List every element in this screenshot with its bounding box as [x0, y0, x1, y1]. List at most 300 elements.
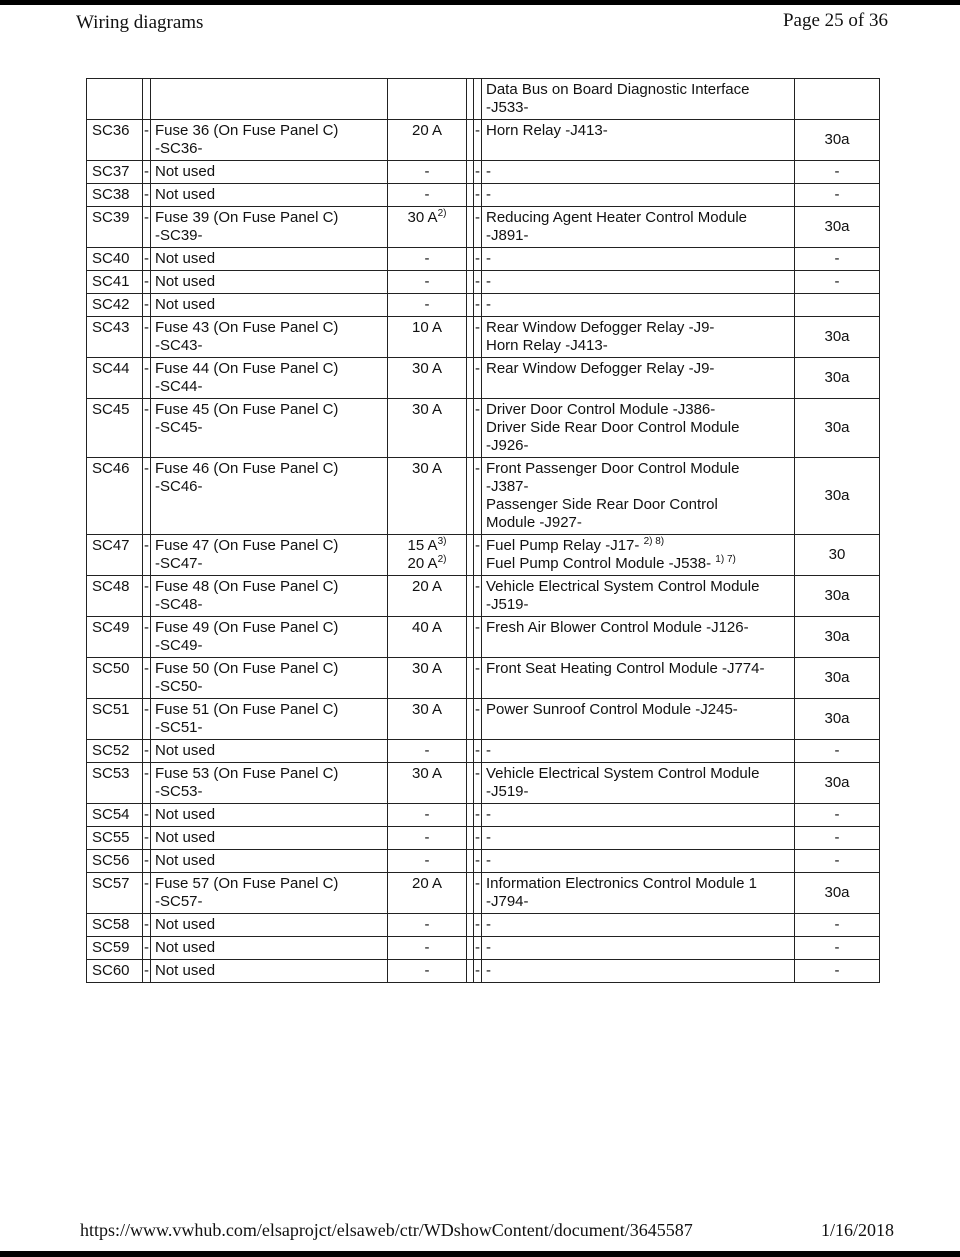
amperage-text: - [424, 296, 430, 313]
fuse-id-cell: SC48 [87, 576, 143, 617]
component-line: Front Passenger Door Control Module [486, 460, 740, 477]
amperage-value [392, 460, 462, 478]
amperage-text: 30 A [411, 701, 443, 718]
dash-cell: - [143, 535, 151, 576]
fuse-id-cell: SC51 [87, 699, 143, 740]
dash-cell: - [143, 271, 151, 294]
terminal-cell: 30a [795, 358, 880, 399]
amperage-text: - [424, 962, 430, 979]
fuse-description-line: Fuse 51 (On Fuse Panel C) [155, 701, 339, 718]
amperage-cell [388, 184, 467, 207]
amperage-value [392, 319, 462, 337]
table-row [87, 248, 880, 271]
dash-cell: - [474, 271, 482, 294]
component-cell [482, 120, 795, 161]
dash-cell: - [474, 458, 482, 535]
amperage-value [392, 619, 462, 637]
amperage-text: - [424, 742, 430, 759]
fuse-description-line: -SC48- [155, 596, 203, 613]
divider-cell [467, 271, 474, 294]
component-cell [482, 914, 795, 937]
amperage-value [392, 806, 462, 824]
fuse-description-line: Fuse 46 (On Fuse Panel C) [155, 460, 339, 477]
fuse-description-line: -SC36- [155, 140, 203, 157]
fuse-description-line: -SC39- [155, 227, 203, 244]
page-title: Wiring diagrams [76, 12, 204, 33]
dash-cell: - [143, 458, 151, 535]
component-cell [482, 161, 795, 184]
footnote-marker: 1) 7) [715, 554, 736, 565]
dash-cell: - [474, 804, 482, 827]
component-line: Reducing Agent Heater Control Module [486, 209, 747, 226]
component-line: - [486, 916, 491, 933]
amperage-value [392, 578, 462, 596]
component-cell [482, 271, 795, 294]
dash-cell: - [143, 914, 151, 937]
component-line: - [486, 186, 491, 203]
dash-cell: - [474, 850, 482, 873]
component-line: - [486, 962, 491, 979]
fuse-description-cell [151, 576, 388, 617]
dash-cell [143, 79, 151, 120]
terminal-cell: 30a [795, 617, 880, 658]
terminal-cell: 30a [795, 399, 880, 458]
fuse-description-cell [151, 960, 388, 983]
fuse-description-line: Fuse 50 (On Fuse Panel C) [155, 660, 339, 677]
dash-cell: - [143, 804, 151, 827]
component-cell [482, 740, 795, 763]
amperage-value [392, 962, 462, 980]
table-row [87, 763, 880, 804]
divider-cell [467, 294, 474, 317]
fuse-description-line: Not used [155, 829, 216, 846]
footer-url[interactable]: https://www.vwhub.com/elsaprojct/elsaweb/ctr/WDshowContent/document/3645587 [80, 1220, 693, 1240]
terminal-cell: - [795, 184, 880, 207]
fuse-table-container [86, 78, 880, 983]
amperage-cell [388, 161, 467, 184]
table-row [87, 576, 880, 617]
component-line [486, 537, 790, 555]
component-line: -J519- [486, 783, 529, 800]
fuse-id-cell: SC40 [87, 248, 143, 271]
bottom-border [0, 1251, 960, 1257]
footnote-marker: 2) [437, 208, 447, 219]
component-cell [482, 658, 795, 699]
fuse-id-cell: SC37 [87, 161, 143, 184]
divider-cell [467, 120, 474, 161]
fuse-description-line: Fuse 49 (On Fuse Panel C) [155, 619, 339, 636]
table-row [87, 535, 880, 576]
fuse-description-cell [151, 658, 388, 699]
terminal-cell: - [795, 271, 880, 294]
terminal-cell: - [795, 827, 880, 850]
fuse-id-cell: SC39 [87, 207, 143, 248]
fuse-description-line: Not used [155, 806, 216, 823]
divider-cell [467, 740, 474, 763]
component-cell [482, 763, 795, 804]
component-line: - [486, 163, 491, 180]
table-row [87, 184, 880, 207]
fuse-description-line: -SC57- [155, 893, 203, 910]
component-line: -J891- [486, 227, 529, 244]
amperage-cell [388, 960, 467, 983]
amperage-text: - [424, 163, 430, 180]
table-row [87, 850, 880, 873]
amperage-value [392, 273, 462, 291]
fuse-description-cell [151, 804, 388, 827]
fuse-description-cell [151, 317, 388, 358]
component-line: - [486, 939, 491, 956]
dash-cell: - [474, 317, 482, 358]
terminal-cell [795, 79, 880, 120]
dash-cell: - [143, 960, 151, 983]
dash-cell: - [143, 317, 151, 358]
fuse-table-body [87, 79, 880, 983]
divider-cell [467, 535, 474, 576]
component-cell [482, 399, 795, 458]
terminal-cell: 30a [795, 873, 880, 914]
component-cell [482, 207, 795, 248]
dash-cell: - [474, 617, 482, 658]
dash-cell: - [474, 699, 482, 740]
amperage-cell [388, 617, 467, 658]
amperage-value [392, 163, 462, 181]
fuse-description-cell [151, 248, 388, 271]
amperage-text: - [424, 250, 430, 267]
component-cell [482, 699, 795, 740]
amperage-text: - [424, 829, 430, 846]
dash-cell: - [143, 248, 151, 271]
terminal-cell: 30a [795, 317, 880, 358]
fuse-description-line: Fuse 47 (On Fuse Panel C) [155, 537, 339, 554]
component-cell [482, 184, 795, 207]
amperage-cell [388, 658, 467, 699]
component-line: -J794- [486, 893, 529, 910]
fuse-description-line: Fuse 39 (On Fuse Panel C) [155, 209, 339, 226]
table-row [87, 358, 880, 399]
component-line: Rear Window Defogger Relay -J9- [486, 319, 715, 336]
dash-cell: - [474, 535, 482, 576]
component-line: Driver Door Control Module -J386- [486, 401, 716, 418]
amperage-text: 30 A [411, 660, 443, 677]
divider-cell [467, 399, 474, 458]
dash-cell: - [474, 399, 482, 458]
fuse-id-cell: SC56 [87, 850, 143, 873]
fuse-id-cell: SC46 [87, 458, 143, 535]
fuse-description-line: Fuse 45 (On Fuse Panel C) [155, 401, 339, 418]
amperage-text: - [424, 852, 430, 869]
fuse-description-cell [151, 873, 388, 914]
table-row [87, 804, 880, 827]
fuse-description-line: Not used [155, 916, 216, 933]
table-row [87, 79, 880, 120]
fuse-description-line: Fuse 53 (On Fuse Panel C) [155, 765, 339, 782]
divider-cell [467, 161, 474, 184]
amperage-value [392, 555, 462, 573]
table-row [87, 740, 880, 763]
table-row [87, 914, 880, 937]
fuse-id-cell: SC42 [87, 294, 143, 317]
amperage-value [392, 360, 462, 378]
divider-cell [467, 804, 474, 827]
component-text: Fuel Pump Relay -J17- [486, 537, 644, 554]
component-line: -J387- [486, 478, 529, 495]
component-line: Rear Window Defogger Relay -J9- [486, 360, 715, 377]
footnote-marker: 3) [437, 536, 447, 547]
fuse-id-cell: SC60 [87, 960, 143, 983]
terminal-cell: 30a [795, 658, 880, 699]
fuse-description-cell [151, 458, 388, 535]
dash-cell: - [474, 914, 482, 937]
amperage-value [392, 916, 462, 934]
fuse-id-cell: SC57 [87, 873, 143, 914]
dash-cell: - [143, 207, 151, 248]
table-row [87, 120, 880, 161]
amperage-value [392, 829, 462, 847]
amperage-text: 30 A [411, 765, 443, 782]
fuse-description-line: -SC46- [155, 478, 203, 495]
dash-cell: - [143, 740, 151, 763]
amperage-cell [388, 827, 467, 850]
divider-cell [467, 576, 474, 617]
fuse-description-line: -SC45- [155, 419, 203, 436]
component-line: -J926- [486, 437, 529, 454]
amperage-value [392, 660, 462, 678]
dash-cell: - [143, 937, 151, 960]
fuse-description-cell [151, 79, 388, 120]
fuse-description-cell [151, 827, 388, 850]
fuse-description-line: -SC49- [155, 637, 203, 654]
terminal-cell: - [795, 937, 880, 960]
amperage-text: - [424, 186, 430, 203]
terminal-cell: 30 [795, 535, 880, 576]
dash-cell: - [474, 960, 482, 983]
component-line: Passenger Side Rear Door Control [486, 496, 718, 513]
fuse-id-cell: SC44 [87, 358, 143, 399]
divider-cell [467, 358, 474, 399]
fuse-description-line: Not used [155, 163, 216, 180]
fuse-id-cell: SC45 [87, 399, 143, 458]
amperage-value [392, 537, 462, 555]
component-line: - [486, 250, 491, 267]
fuse-description-line: Fuse 48 (On Fuse Panel C) [155, 578, 339, 595]
amperage-value [392, 765, 462, 783]
table-row [87, 873, 880, 914]
fuse-description-cell [151, 399, 388, 458]
amperage-text: 30 A [411, 360, 443, 377]
component-line: Vehicle Electrical System Control Module [486, 765, 760, 782]
terminal-cell: - [795, 740, 880, 763]
amperage-value [392, 401, 462, 419]
component-line: - [486, 852, 491, 869]
amperage-text: 30 A [411, 460, 443, 477]
dash-cell: - [143, 161, 151, 184]
component-line [486, 555, 790, 573]
fuse-id-cell: SC54 [87, 804, 143, 827]
dash-cell: - [143, 850, 151, 873]
dash-cell: - [143, 358, 151, 399]
dash-cell: - [474, 294, 482, 317]
fuse-description-line: Not used [155, 273, 216, 290]
amperage-cell [388, 740, 467, 763]
component-line: -J533- [486, 99, 529, 116]
amperage-cell [388, 120, 467, 161]
component-line: Data Bus on Board Diagnostic Interface [486, 81, 750, 98]
dash-cell: - [143, 120, 151, 161]
amperage-text: 20 A [411, 122, 443, 139]
amperage-text: - [424, 939, 430, 956]
amperage-cell [388, 248, 467, 271]
fuse-description-line: -SC44- [155, 378, 203, 395]
amperage-value [392, 250, 462, 268]
fuse-description-cell [151, 161, 388, 184]
amperage-cell [388, 804, 467, 827]
table-row [87, 960, 880, 983]
component-cell [482, 535, 795, 576]
terminal-cell [795, 294, 880, 317]
amperage-text: - [424, 916, 430, 933]
dash-cell: - [474, 207, 482, 248]
component-line: Horn Relay -J413- [486, 122, 608, 139]
component-line: Fresh Air Blower Control Module -J126- [486, 619, 749, 636]
component-line: - [486, 806, 491, 823]
footnote-marker: 2) [437, 554, 447, 565]
component-cell [482, 850, 795, 873]
amperage-text: 20 A [411, 875, 443, 892]
fuse-id-cell: SC50 [87, 658, 143, 699]
fuse-description-line: Not used [155, 186, 216, 203]
fuse-description-cell [151, 763, 388, 804]
amperage-cell [388, 294, 467, 317]
amperage-value [392, 875, 462, 893]
divider-cell [467, 658, 474, 699]
component-line: - [486, 273, 491, 290]
dash-cell: - [474, 740, 482, 763]
amperage-cell [388, 271, 467, 294]
dash-cell: - [143, 827, 151, 850]
amperage-value [392, 186, 462, 204]
amperage-value [392, 701, 462, 719]
fuse-id-cell: SC58 [87, 914, 143, 937]
amperage-value [392, 742, 462, 760]
terminal-cell: - [795, 161, 880, 184]
fuse-description-line: -SC53- [155, 783, 203, 800]
table-row [87, 699, 880, 740]
table-row [87, 207, 880, 248]
component-cell [482, 79, 795, 120]
amperage-text: 20 A [407, 555, 438, 572]
table-row [87, 658, 880, 699]
divider-cell [467, 184, 474, 207]
fuse-description-line: -SC43- [155, 337, 203, 354]
component-line: Information Electronics Control Module 1 [486, 875, 757, 892]
fuse-description-line: Not used [155, 939, 216, 956]
fuse-id-cell: SC53 [87, 763, 143, 804]
component-cell [482, 937, 795, 960]
amperage-cell [388, 535, 467, 576]
terminal-cell: - [795, 248, 880, 271]
fuse-description-line: Not used [155, 962, 216, 979]
amperage-value [392, 939, 462, 957]
table-row [87, 317, 880, 358]
amperage-text: 10 A [411, 319, 443, 336]
amperage-value [392, 209, 462, 227]
fuse-id-cell: SC59 [87, 937, 143, 960]
dash-cell: - [474, 658, 482, 699]
divider-cell [467, 699, 474, 740]
dash-cell: - [474, 248, 482, 271]
amperage-cell [388, 458, 467, 535]
amperage-cell [388, 699, 467, 740]
amperage-cell [388, 914, 467, 937]
fuse-description-cell [151, 271, 388, 294]
amperage-cell [388, 399, 467, 458]
divider-cell [467, 458, 474, 535]
dash-cell [474, 79, 482, 120]
table-row [87, 458, 880, 535]
divider-cell [467, 207, 474, 248]
fuse-description-cell [151, 850, 388, 873]
component-line: - [486, 742, 491, 759]
fuse-description-line: Not used [155, 742, 216, 759]
fuse-description-line: Not used [155, 852, 216, 869]
component-cell [482, 294, 795, 317]
dash-cell: - [474, 576, 482, 617]
fuse-description-cell [151, 740, 388, 763]
fuse-description-cell [151, 358, 388, 399]
component-line: Front Seat Heating Control Module -J774- [486, 660, 765, 677]
table-row [87, 161, 880, 184]
fuse-id-cell: SC41 [87, 271, 143, 294]
component-line: -J519- [486, 596, 529, 613]
table-row [87, 617, 880, 658]
fuse-description-line: Fuse 57 (On Fuse Panel C) [155, 875, 339, 892]
fuse-id-cell: SC55 [87, 827, 143, 850]
divider-cell [467, 617, 474, 658]
fuse-id-cell: SC49 [87, 617, 143, 658]
fuse-description-line: -SC50- [155, 678, 203, 695]
amperage-cell [388, 937, 467, 960]
fuse-description-cell [151, 207, 388, 248]
amperage-cell [388, 207, 467, 248]
fuse-description-cell [151, 617, 388, 658]
component-cell [482, 960, 795, 983]
divider-cell [467, 827, 474, 850]
dash-cell: - [474, 161, 482, 184]
dash-cell: - [474, 120, 482, 161]
terminal-cell: 30a [795, 120, 880, 161]
footnote-marker: 2) 8) [643, 536, 665, 547]
table-row [87, 937, 880, 960]
component-line: - [486, 829, 491, 846]
fuse-id-cell [87, 79, 143, 120]
dash-cell: - [143, 294, 151, 317]
terminal-cell: 30a [795, 763, 880, 804]
fuse-id-cell: SC43 [87, 317, 143, 358]
fuse-id-cell: SC38 [87, 184, 143, 207]
amperage-value [392, 296, 462, 314]
fuse-description-line: Fuse 44 (On Fuse Panel C) [155, 360, 339, 377]
fuse-id-cell: SC47 [87, 535, 143, 576]
divider-cell [467, 248, 474, 271]
fuse-description-cell [151, 294, 388, 317]
amperage-cell [388, 317, 467, 358]
dash-cell: - [143, 399, 151, 458]
dash-cell: - [143, 617, 151, 658]
fuse-description-cell [151, 184, 388, 207]
divider-cell [467, 79, 474, 120]
component-cell [482, 827, 795, 850]
